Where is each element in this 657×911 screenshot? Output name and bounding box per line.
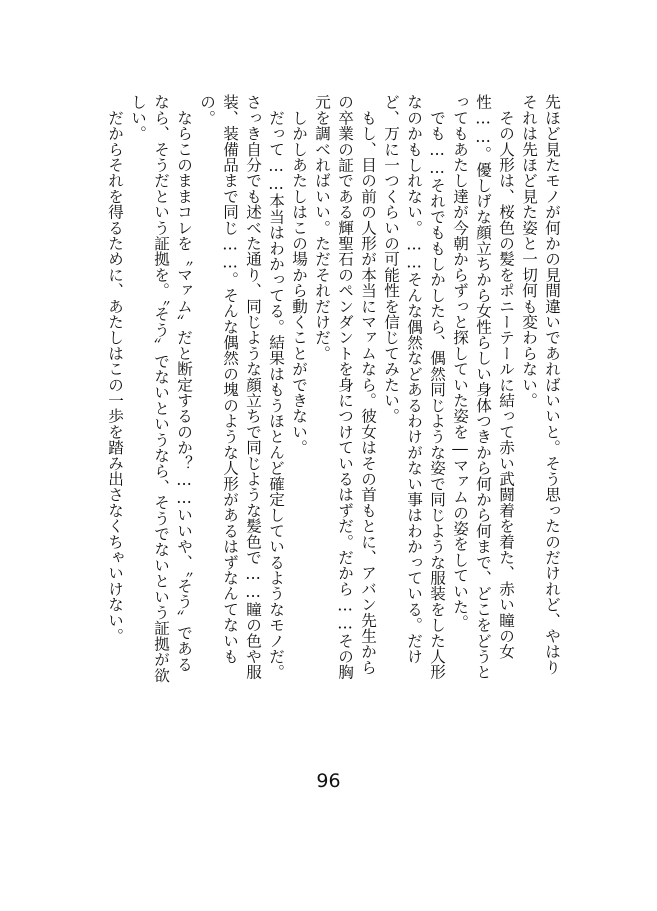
page-number: 96 xyxy=(316,770,341,792)
paragraph-2: その人形は、桜色の髪をポニーテールに結って赤い武闘着を着た、赤い瞳の女性……。優しげな顔立ちから女性らしい身体つきから何から何まで、どこをどうとってもあたし達が今朝からずっと探していた姿を―マァムの姿をしていた。 xyxy=(451,94,515,680)
paragraph-3: でも……それでももしかしたら、偶然同じような姿で同じような服装をした人形なのかもしれない。……そんな偶然などあるわけがない事はわかっている。だけど、万に一つくらいの可能性を信じてみたい。 xyxy=(382,94,446,680)
paragraph-5: しかしあたしはこの場から動くことができない。 xyxy=(290,94,308,456)
paragraph-4: もし、目の前の人形が本当にマァムなら。彼女はその首もとに、アバン先生からの卒業の証である輝聖石のペンダントを身につけているはずだ。だから……その胸元を調べればいい。ただそれだけだ。 xyxy=(313,94,377,680)
paragraph-1: 先ほど見たモノが何かの見間違いであればいいと。そう思ったのだけれど、やはりそれは先ほど見た姿と一切何も変わらない。 xyxy=(520,94,561,675)
paragraph-8: だからそれを得るために、あたしはこの一歩を踏み出さなくちゃいけない。 xyxy=(106,94,124,644)
vertical-text-block xyxy=(83,94,563,684)
paragraph-7: ならこのままコレを〝マァム〟だと断定するのか？……いいや、〝そう〟であるなら、そうだという証拠を。〝そう〟でないというなら、そうでないという証拠が欲しい。 xyxy=(129,94,193,683)
paragraph-6: だって……本当はわかってる。結果はもうほとんど確定しているようなモノだ。さっき自分でも述べた通り、同じような顔立ちで同じような髪色で……瞳の色や服装、装備品まで同じ……。そんな偶然の塊のような人形があるはずなんてないもの。 xyxy=(198,94,285,680)
